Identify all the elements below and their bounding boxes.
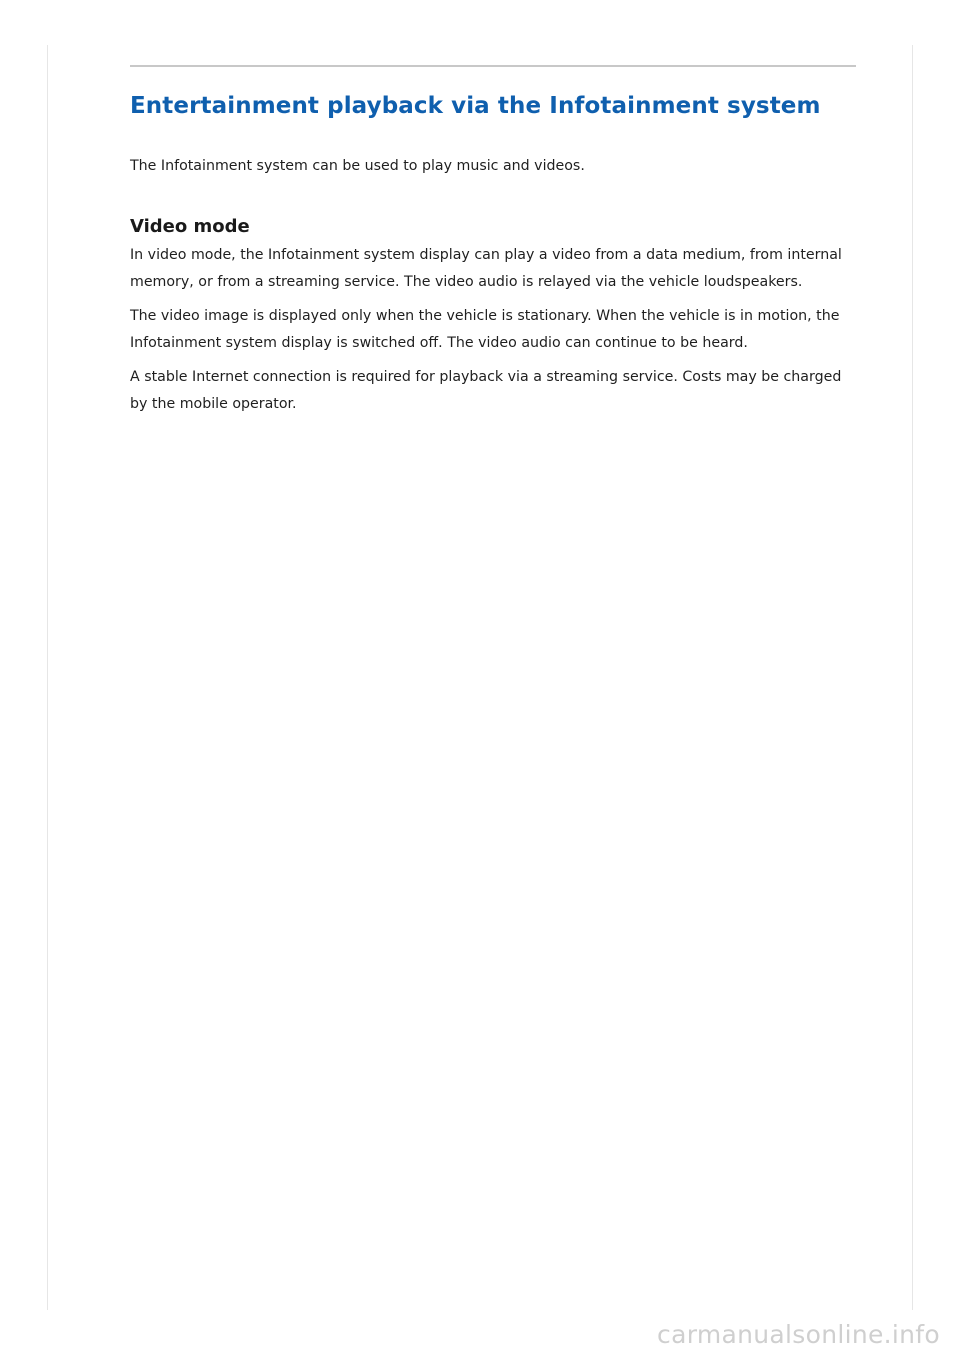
video-mode-paragraph-3: A stable Internet connection is required for playback via a streaming service. Costs may be charged by the mobile operator. [130, 369, 842, 412]
site-watermark: carmanualsonline.info [657, 1320, 940, 1349]
section-heading-video-mode: Video mode [130, 216, 250, 237]
video-mode-paragraph-1: In video mode, the Infotainment system display can play a video from a data medium, from internal memory, or from a streaming service. The video audio is relayed via the vehicle loudspeakers. [130, 247, 842, 290]
video-mode-paragraph-2: The video image is displayed only when the vehicle is stationary. When the vehicle is in motion, the Infotainment system display is switched off. The video audio can continue to be heard. [130, 308, 840, 351]
right-margin-line [912, 45, 913, 1310]
page-content [130, 88, 858, 417]
intro-paragraph: The Infotainment system can be used to play music and videos. [130, 158, 585, 174]
page-title: Entertainment playback via the Infotainment system [130, 93, 821, 119]
left-margin-line [47, 45, 48, 1310]
header-rule [130, 65, 856, 67]
